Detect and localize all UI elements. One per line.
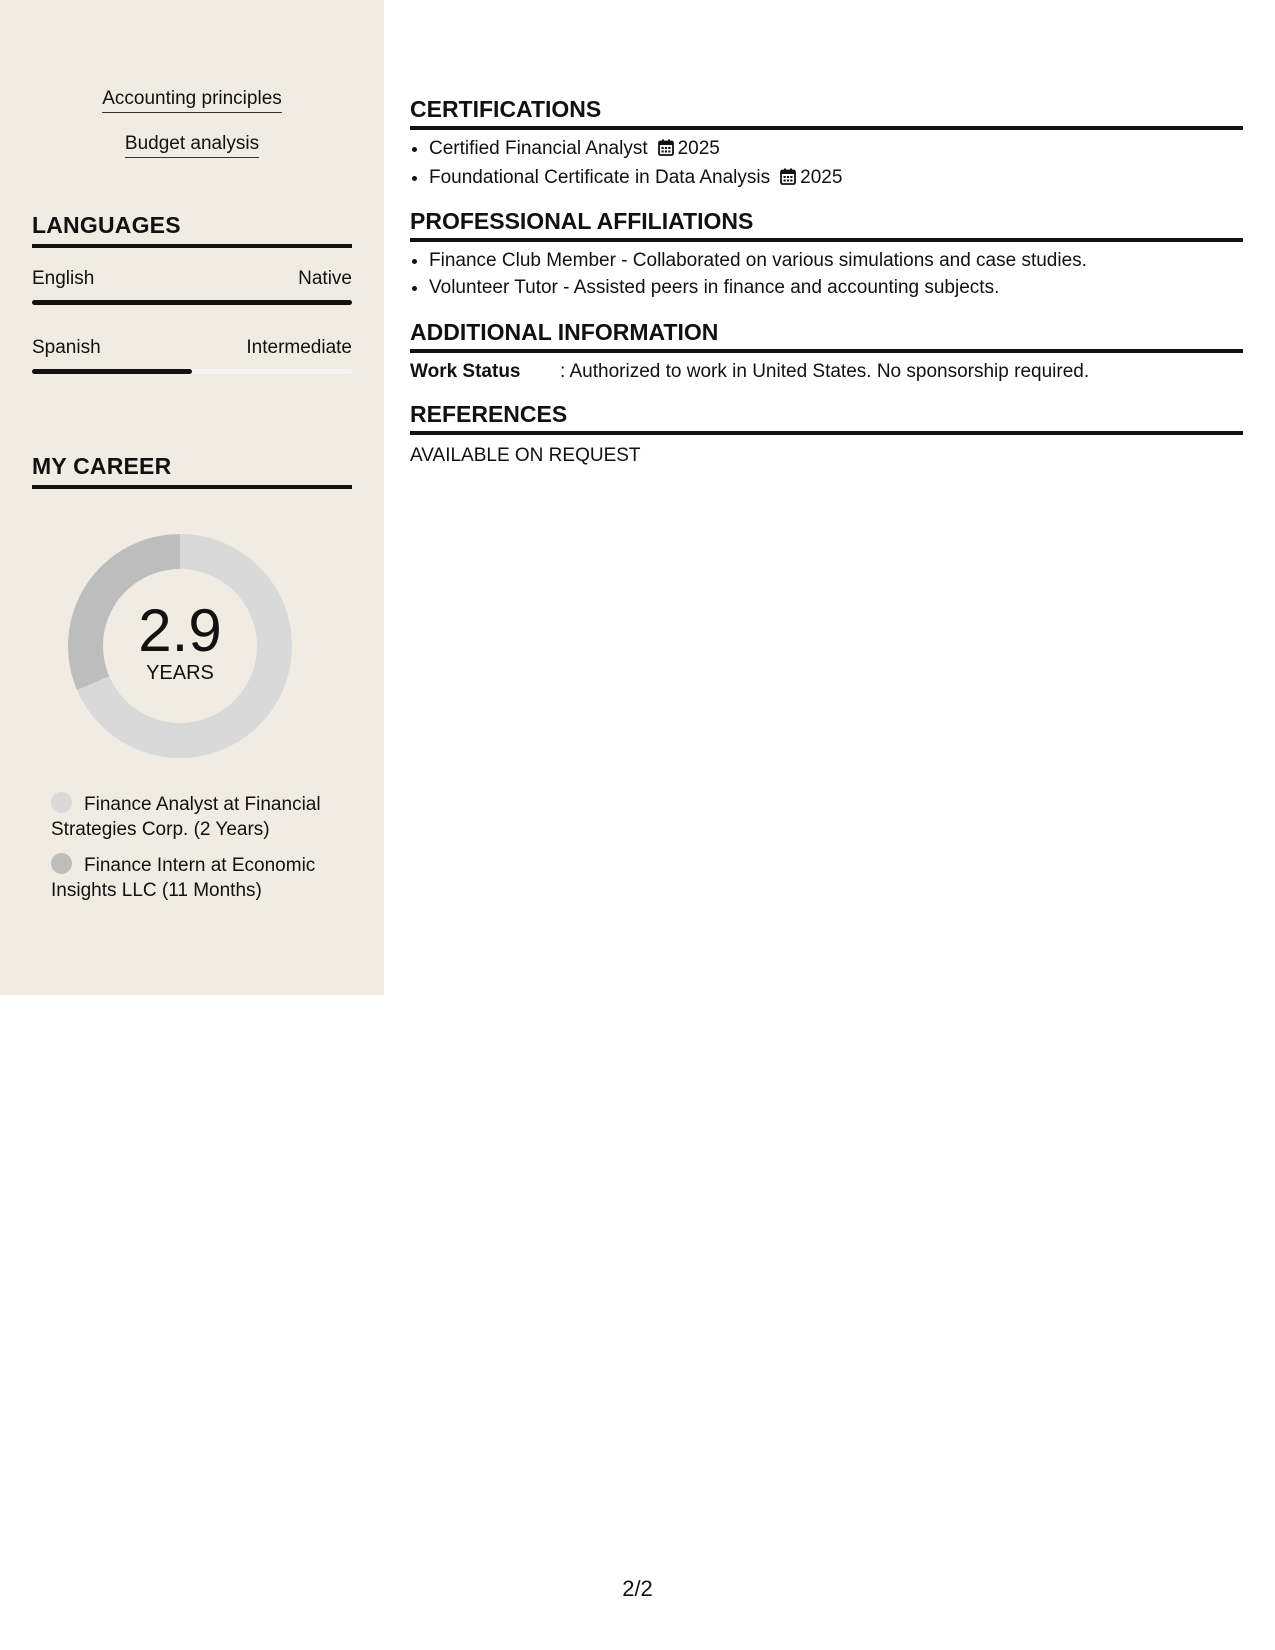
references-heading: REFERENCES xyxy=(410,401,1243,435)
certification-year: 2025 xyxy=(677,138,720,159)
affiliations-list xyxy=(410,247,1262,301)
sidebar xyxy=(0,0,384,995)
skill-label: Accounting principles xyxy=(102,88,282,113)
career-total-value: 2.9 xyxy=(138,597,222,664)
career-total-unit: YEARS xyxy=(146,662,214,684)
language-name: Spanish xyxy=(32,337,101,358)
language-name: English xyxy=(32,268,95,289)
career-legend-item xyxy=(51,792,331,842)
certification-name: Certified Financial Analyst xyxy=(429,138,648,159)
career-donut-chart xyxy=(66,532,294,760)
certification-name: Foundational Certificate in Data Analysis xyxy=(429,167,771,188)
language-proficiency-fill xyxy=(32,369,192,374)
calendar-icon xyxy=(658,137,674,164)
languages-heading: LANGUAGES xyxy=(32,212,352,248)
language-row xyxy=(32,337,352,359)
career-heading: MY CAREER xyxy=(32,453,352,489)
page-number: 2/2 xyxy=(622,1576,653,1601)
language-proficiency-fill xyxy=(32,300,352,305)
certifications-heading: CERTIFICATIONS xyxy=(410,96,1243,130)
language-level: Intermediate xyxy=(246,337,352,358)
calendar-icon xyxy=(780,166,796,193)
work-status-value: : Authorized to work in United States. No sponsorship required. xyxy=(560,361,1090,382)
work-status-row xyxy=(410,360,1089,384)
affiliation-item: • Volunteer Tutor - Assisted peers in finance and accounting subjects. xyxy=(429,274,1262,301)
language-row xyxy=(32,268,352,290)
work-status-label: Work Status xyxy=(410,361,521,382)
references-text: AVAILABLE ON REQUEST xyxy=(410,445,641,466)
language-proficiency-bar xyxy=(32,369,352,374)
career-legend-label: Finance Analyst at Financial Strategies Corp. (2 Years) xyxy=(51,794,321,840)
language-level: Native xyxy=(298,268,352,289)
certifications-list xyxy=(410,135,1262,193)
certification-item xyxy=(429,164,1262,193)
language-proficiency-bar xyxy=(32,300,352,305)
legend-dot-icon xyxy=(51,853,72,874)
skill-label: Budget analysis xyxy=(125,133,259,158)
skill-item xyxy=(0,88,384,113)
career-legend-item xyxy=(51,853,331,903)
legend-dot-icon xyxy=(51,792,72,813)
career-total xyxy=(66,532,294,760)
certification-year: 2025 xyxy=(800,167,843,188)
skill-item xyxy=(0,133,384,158)
affiliations-heading: PROFESSIONAL AFFILIATIONS xyxy=(410,208,1243,242)
additional-info-heading: ADDITIONAL INFORMATION xyxy=(410,319,1243,353)
career-legend-label: Finance Intern at Economic Insights LLC (11 Months) xyxy=(51,855,316,901)
affiliation-item: • Finance Club Member - Collaborated on various simulations and case studies. xyxy=(429,247,1262,274)
certification-item xyxy=(429,135,1262,164)
